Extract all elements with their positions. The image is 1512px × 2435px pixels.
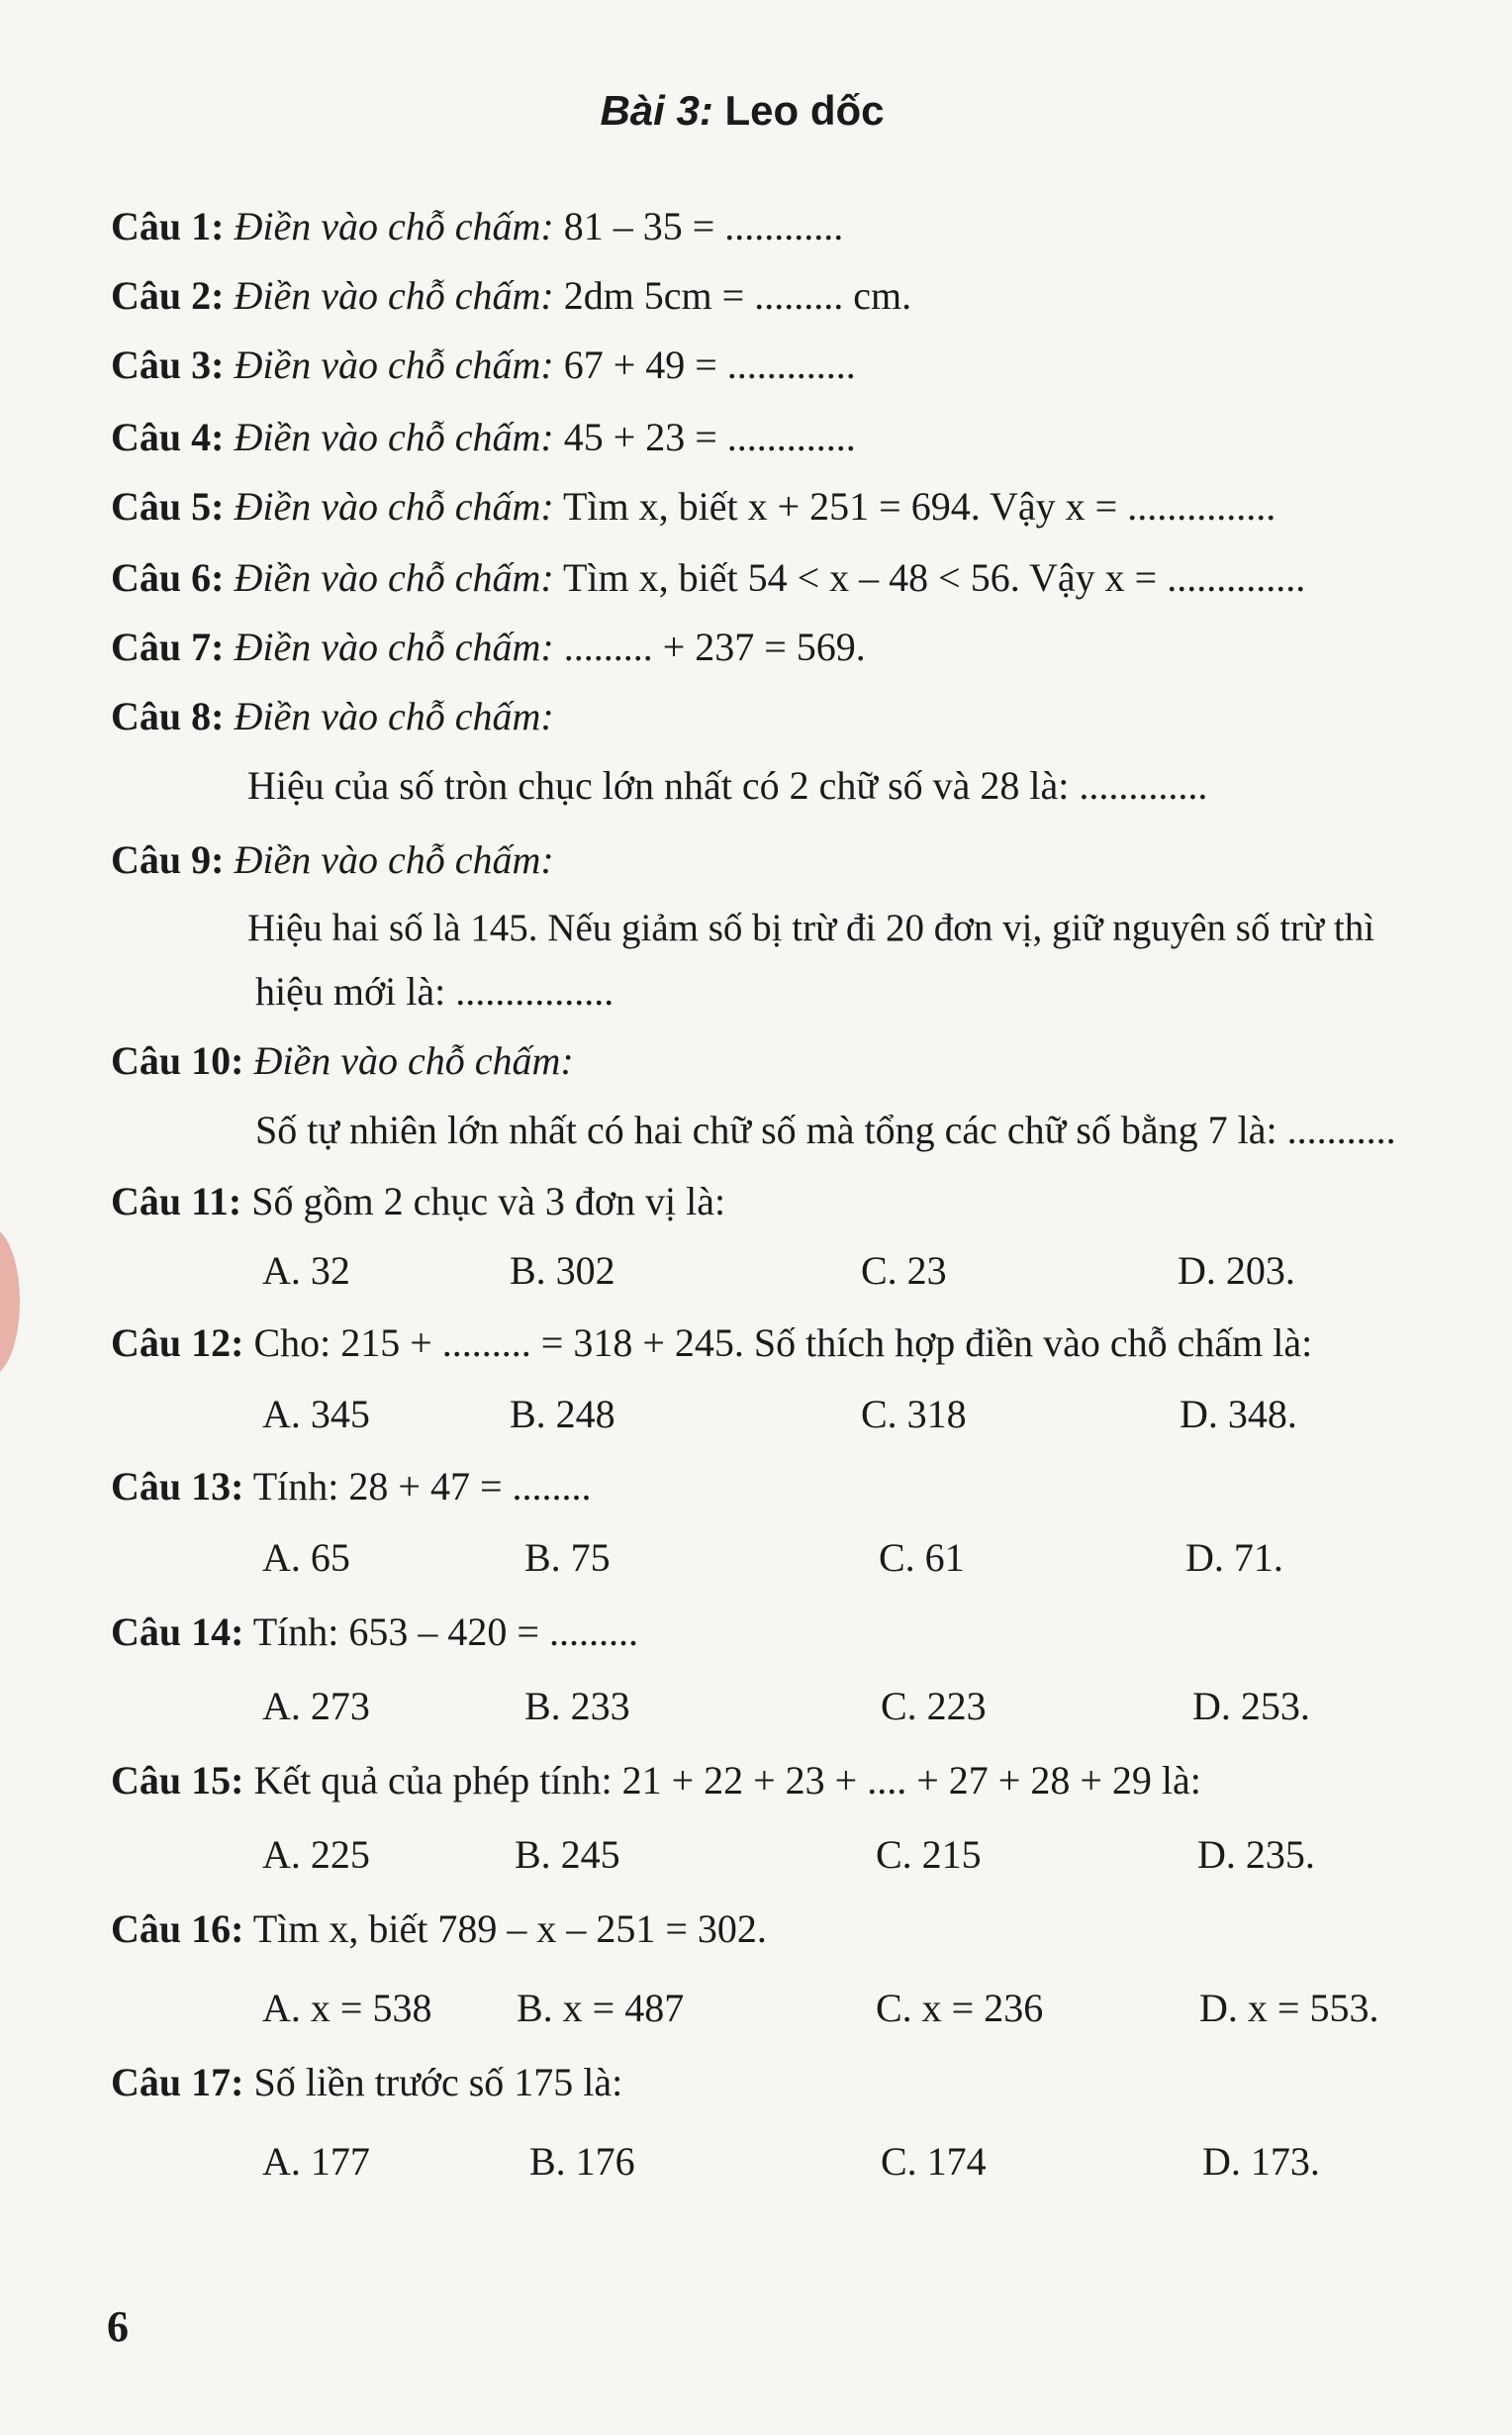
option-c: C. x = 236 xyxy=(876,1986,1044,2030)
question-body: Tìm x, biết 789 – x – 251 = 302. xyxy=(252,1906,767,1951)
question-7 xyxy=(111,624,866,670)
question-8 xyxy=(111,693,554,739)
question-12 xyxy=(111,1319,1312,1366)
question-body: Số gồm 2 chục và 3 đơn vị là: xyxy=(251,1179,726,1223)
question-instruction: Điền vào chỗ chấm: xyxy=(234,694,554,738)
question-number: Câu 16: xyxy=(111,1906,244,1951)
question-number: Câu 7: xyxy=(111,625,225,669)
option-d: D. 173. xyxy=(1202,2139,1320,2184)
question-number: Câu 5: xyxy=(111,484,225,529)
option-c: C. 61 xyxy=(879,1535,965,1580)
option-b: B. 176 xyxy=(529,2139,635,2184)
option-a: A. 273 xyxy=(262,1684,370,1728)
question-9-text-line2: hiệu mới là: ................ xyxy=(255,969,614,1014)
option-a: A. 345 xyxy=(262,1392,370,1436)
question-body: Cho: 215 + ......... = 318 + 245. Số thích hợp điền vào chỗ chấm là: xyxy=(253,1320,1313,1365)
option-a: A. 225 xyxy=(262,1832,370,1877)
option-b: B. 233 xyxy=(524,1684,630,1728)
question-1 xyxy=(111,203,843,249)
question-6 xyxy=(111,554,1305,601)
question-2 xyxy=(111,272,911,319)
page-title xyxy=(0,87,1484,135)
question-10 xyxy=(111,1037,574,1084)
question-14 xyxy=(111,1608,638,1655)
option-c: C. 215 xyxy=(876,1832,982,1877)
question-body: Tính: 653 – 420 = ......... xyxy=(252,1609,638,1654)
question-number: Câu 15: xyxy=(111,1758,244,1802)
title-label: Bài 3: xyxy=(600,87,713,134)
question-number: Câu 4: xyxy=(111,415,225,459)
question-number: Câu 17: xyxy=(111,2060,244,2104)
question-5 xyxy=(111,483,1276,530)
question-body: 81 – 35 = ............ xyxy=(563,204,844,248)
question-instruction: Điền vào chỗ chấm: xyxy=(234,415,554,459)
question-number: Câu 9: xyxy=(111,837,225,882)
option-b: B. 75 xyxy=(524,1535,611,1580)
question-3 xyxy=(111,341,856,388)
question-instruction: Điền vào chỗ chấm: xyxy=(234,484,554,529)
question-number: Câu 2: xyxy=(111,273,225,318)
page-number: 6 xyxy=(107,2302,129,2351)
option-a: A. 177 xyxy=(262,2139,370,2184)
question-instruction: Điền vào chỗ chấm: xyxy=(253,1038,574,1083)
question-16 xyxy=(111,1905,767,1952)
option-a: A. 65 xyxy=(262,1535,350,1580)
option-d: D. 348. xyxy=(1180,1392,1297,1436)
question-body: Tìm x, biết 54 < x – 48 < 56. Vậy x = .............. xyxy=(562,555,1306,600)
option-c: C. 223 xyxy=(881,1684,987,1728)
option-d: D. 71. xyxy=(1185,1535,1283,1580)
option-d: D. x = 553. xyxy=(1199,1986,1379,2030)
question-number: Câu 13: xyxy=(111,1464,244,1509)
option-b: B. 302 xyxy=(510,1248,615,1293)
option-c: C. 23 xyxy=(861,1248,947,1293)
question-number: Câu 1: xyxy=(111,204,225,248)
option-a: A. 32 xyxy=(262,1248,350,1293)
question-instruction: Điền vào chỗ chấm: xyxy=(234,555,554,600)
question-13 xyxy=(111,1463,592,1510)
question-instruction: Điền vào chỗ chấm: xyxy=(234,273,554,318)
question-15 xyxy=(111,1757,1201,1803)
option-a: A. x = 538 xyxy=(262,1986,432,2030)
question-body: Tính: 28 + 47 = ........ xyxy=(252,1464,592,1509)
option-c: C. 174 xyxy=(881,2139,987,2184)
question-number: Câu 14: xyxy=(111,1609,244,1654)
question-instruction: Điền vào chỗ chấm: xyxy=(234,625,554,669)
question-4 xyxy=(111,414,856,460)
question-17 xyxy=(111,2059,622,2105)
question-number: Câu 6: xyxy=(111,555,225,600)
option-b: B. 245 xyxy=(515,1832,620,1877)
question-body: 45 + 23 = ............. xyxy=(563,415,856,459)
option-b: B. x = 487 xyxy=(517,1986,685,2030)
question-body: Kết quả của phép tính: 21 + 22 + 23 + .... + 27 + 28 + 29 là: xyxy=(253,1758,1201,1802)
question-body: 2dm 5cm = ......... cm. xyxy=(563,273,912,318)
title-text: Leo dốc xyxy=(724,87,885,134)
question-number: Câu 12: xyxy=(111,1320,244,1365)
question-body: ......... + 237 = 569. xyxy=(563,625,866,669)
question-8-text: Hiệu của số tròn chục lớn nhất có 2 chữ số và 28 là: ............. xyxy=(247,763,1208,808)
question-body: 67 + 49 = ............. xyxy=(563,342,856,387)
thumb-edge xyxy=(0,1227,20,1376)
option-d: D. 253. xyxy=(1192,1684,1310,1728)
option-b: B. 248 xyxy=(510,1392,615,1436)
question-9-text-line1: Hiệu hai số là 145. Nếu giảm số bị trừ đi 20 đơn vị, giữ nguyên số trừ thì xyxy=(247,907,1375,949)
question-number: Câu 8: xyxy=(111,694,225,738)
question-instruction: Điền vào chỗ chấm: xyxy=(234,204,554,248)
question-number: Câu 11: xyxy=(111,1179,242,1223)
option-d: D. 235. xyxy=(1197,1832,1315,1877)
question-instruction: Điền vào chỗ chấm: xyxy=(234,837,554,882)
option-d: D. 203. xyxy=(1178,1248,1295,1293)
question-body: Số liền trước số 175 là: xyxy=(253,2060,623,2104)
question-11 xyxy=(111,1178,725,1224)
question-number: Câu 3: xyxy=(111,342,225,387)
question-9 xyxy=(111,836,554,883)
question-body: Tìm x, biết x + 251 = 694. Vậy x = ............... xyxy=(562,484,1276,529)
question-10-text: Số tự nhiên lớn nhất có hai chữ số mà tổng các chữ số bằng 7 là: ........... xyxy=(255,1108,1396,1152)
option-c: C. 318 xyxy=(861,1392,967,1436)
question-instruction: Điền vào chỗ chấm: xyxy=(234,342,554,387)
question-number: Câu 10: xyxy=(111,1038,244,1083)
